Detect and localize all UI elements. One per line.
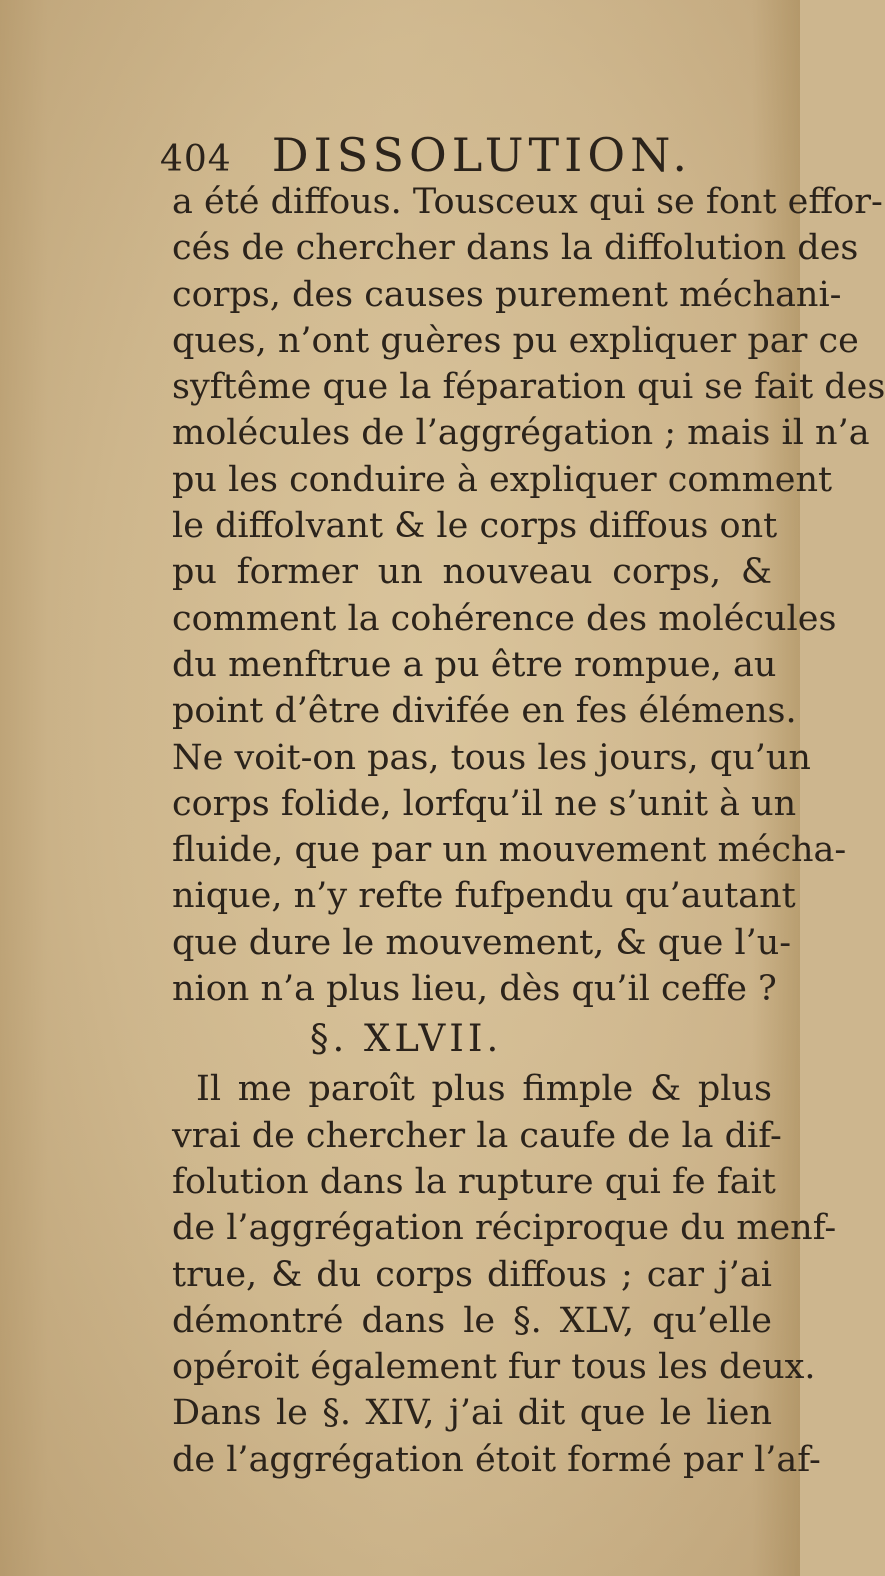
text-line: point d’être divifée en fes élémens.: [172, 691, 797, 732]
text-line: vrai de chercher la caufe de la dif-: [172, 1115, 782, 1156]
text-line: ques, n’ont guères pu expliquer par ce: [172, 320, 859, 361]
text-line: de l’aggrégation étoit formé par l’af-: [172, 1439, 821, 1480]
text-line: corps folide, lorfqu’il ne s’unit à un: [172, 783, 797, 824]
paragraph-2: [172, 1066, 837, 1483]
section-heading: §. XLVII.: [310, 1017, 503, 1061]
text-line: folution dans la rupture qui fe fait: [172, 1161, 776, 1202]
text-line: syftême que la féparation qui se fait des: [172, 367, 885, 408]
text-line: opéroit également fur tous les deux.: [172, 1347, 816, 1388]
text-line: cés de chercher dans la diffolution des: [172, 228, 859, 269]
text-line: Il me paroît plus fimple & plus: [196, 1069, 772, 1110]
text-line: true, & du corps diffous ; car j’ai: [172, 1254, 772, 1295]
text-line: nion n’a plus lieu, dès qu’il ceffe ?: [172, 969, 777, 1010]
text-line: nique, n’y refte fufpendu qu’autant: [172, 876, 796, 917]
text-line: Ne voit-on pas, tous les jours, qu’un: [172, 737, 811, 778]
text-line: le diffolvant & le corps diffous ont: [172, 506, 778, 547]
text-line: de l’aggrégation réciproque du menf-: [172, 1208, 837, 1249]
text-line: pu les conduire à expliquer comment: [172, 459, 833, 500]
text-line: que dure le mouvement, & que l’u-: [172, 922, 792, 963]
text-line: a été diffous. Tousceux qui se font effor-: [172, 182, 883, 222]
text-line: corps, des causes purement méchani-: [172, 274, 842, 315]
text-line: pu former un nouveau corps, &: [172, 552, 772, 593]
text-line: démontré dans le §. XLV, qu’elle: [172, 1300, 772, 1341]
text-line: du menftrue a pu être rompue, au: [172, 644, 777, 685]
body-text: [172, 179, 885, 1483]
page-header: [160, 128, 692, 182]
paragraph-1: [172, 179, 885, 1012]
text-line: Dans le §. XIV, j’ai dit que le lien: [172, 1393, 772, 1434]
text-line: molécules de l’aggrégation ; mais il n’a: [172, 413, 870, 454]
text-line: fluide, que par un mouvement mécha-: [172, 830, 847, 871]
text-line: comment la cohérence des molécules: [172, 598, 837, 639]
page-number: 404: [160, 139, 232, 180]
running-title: DISSOLUTION.: [271, 128, 692, 182]
